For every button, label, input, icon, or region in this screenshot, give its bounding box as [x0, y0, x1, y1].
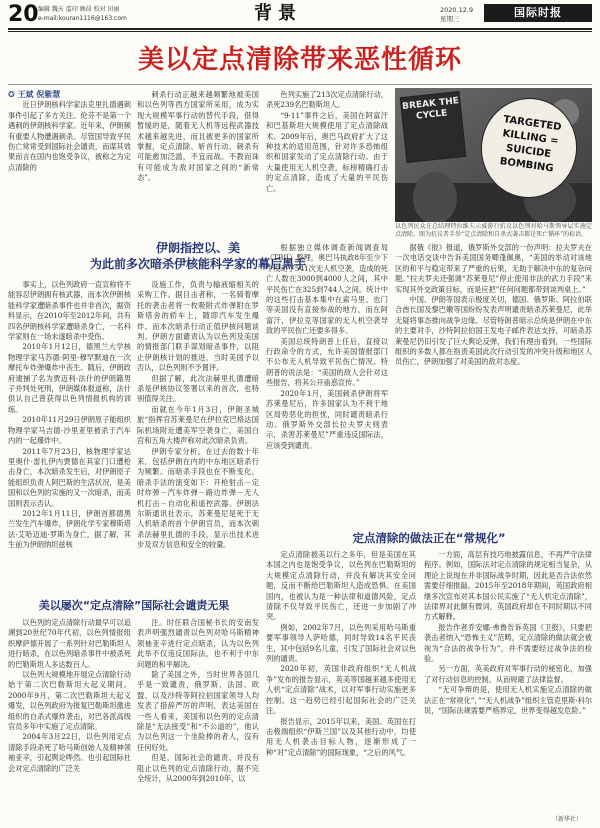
protest-sign-left: BREAK THE CYCLE — [400, 91, 467, 163]
paragraph: 但据了解，此次法赫里扎德遭暗杀是伊核协议签署以来的首次，也特别值得关注。 — [137, 373, 259, 404]
editor-line: 编辑 魏天 监印 顾昂 校对 田丽 — [38, 6, 120, 13]
main-headline: 美以定点清除带来恶性循环 — [137, 45, 462, 75]
paragraph: 美国总统特朗普上任后，直接以行政命令的方式，允许美国情报部门不公布无人机导致平民伤亡情况。特朗普的说法是：“美国的敌人会针对这些报告，将其公开蛊惑宣传。” — [266, 336, 388, 388]
col3-top — [266, 90, 388, 240]
paragraph: “9·11”事件之后，美国在阿富汗和巴基斯坦大规模使用了定点清除战术。2009年后，奥巴马政府扩大了这种技术的适用范围，针对许多恐怖组织和国家发动了定点清除行动。由于大量使用无人机空袭，标榜精确打击的定点清除，造成了大量的平民伤亡。 — [266, 110, 388, 193]
section1-title-line2: 为此前多次暗杀伊核能科学家的幕后黑手 — [89, 257, 306, 271]
paragraph: 而就在今年1月3日，伊朗圣城旅“指挥官苏莱曼尼在伊拉克巴格达国际机场附近遭美军空袭身亡，美国白宫和五角大楼声称对此次暗杀负责。 — [137, 404, 259, 446]
section-title: 背景 — [254, 3, 302, 24]
paragraph: 根据独立媒体调查新闻调查局（TBIJ）整理，奥巴马执政8年至少下令发动了541次无人机空袭，造成的死亡人数在3000到4000人之间，其中平民伤亡在325到744人之间。统计中的这些打击基本集中在索马里、也门等美国没有直接参战的地方，而在阿富汗，伊拉克等国家的无人机空袭导致的平民伤亡还要多得多。 — [266, 243, 388, 336]
source-note: （新华社） — [552, 816, 583, 823]
section1-title-line1: 伊朗指控以、美 — [155, 241, 240, 255]
masthead-logo: 国际时报 — [484, 4, 592, 22]
header-rule-thin — [8, 31, 592, 32]
paragraph: 注。时任联合国秘书长的安南发表声明强烈谴责以色列对哈马斯精神领袖亚辛进行定点暗杀，认为以色列此举不仅违反国际法，也不利于中东问题的和平解决。 — [137, 618, 259, 669]
paragraph: 2011年7月23日，核物理学家达里奥什·雷扎伊内贾德在其家门口遭枪击身亡，本次暗杀发生后，对伊朗原子能组织负责人阿巴斯的生活状况，是美国和以色列的实施的又一次暗杀，而美国则表示否认。 — [8, 446, 131, 508]
paragraph: 2020年1月，美国刺杀伊朗将军苏莱曼尼后，许多国家认为不利于地区局势恶化的担忧，同时谴责暗杀行动。俄罗斯外交部长拉夫罗夫则表示，杀害苏莱曼尼”严重违反国际法，应该受到谴责。 — [266, 388, 388, 450]
paragraph: 2010年11月29日伊朗原子能组织物理学家马吉德·沙里亚里被杀于汽车内的一起爆炸中。 — [8, 415, 131, 446]
issue-weekday: 星期三 — [440, 15, 460, 23]
paragraph: 2004年3月22日，以色列用定点清除手段杀死了哈马斯创始人及精神领袖亚辛，引起舆论哗然。也引起国际社会对定点清除的广泛关 — [8, 732, 131, 773]
section1-col1 — [8, 280, 131, 590]
paragraph: 但是，国际社会的谴责、并没有阻止以色列的定点清除行动，据不完全统计，从2000年到2010年，以 — [137, 753, 259, 784]
paragraph: 近日伊朗核科学家法克里扎德遇刺事件引起了多方关注。伦芬不是第一个遇刺的伊朗核科学家。近年来，伊朗频有重要人物遭遇刺杀。尽管国导致平民伤亡常常受到国际社会谴责，而谋其效果而言在国内也饱受争议，被称之为定点清除的 — [8, 100, 131, 172]
protest-photo — [395, 88, 592, 222]
paragraph: 以色列大规模地开展定点清除行动始于第二次巴勒斯坦大起义期间。2000年9月，第二次巴勒斯坦大起义爆发，以色列政府为报复巴勒斯坦激进组织的自杀式爆炸袭击，对巴各派高级官员多年中实施了定点清除。 — [8, 670, 131, 732]
paragraph: 据俄《报》报道，俄罗斯外交部的一份声明：拉夫罗夫在一次电话交谈中告诉美国国务卿蓬佩奥，“美国的举动对该地区的和平与稳定带来了严重的后果，无助于解决中东的复杂问题。”拉夫罗夫还强调“苏莱曼尼”停止使用非法的武力手段”来实现其外交政策目标，而是应把”任何问题都带到谈判桌上。” — [395, 243, 592, 294]
paragraph: 另一方面，英美政府对军事行动的秘密化，加强了对行动信息的控制，从而规避了法律监督。 — [424, 664, 592, 684]
photo-caption: 以色列民众在总结理特拉维夫示威游行抗议以色列对哈马斯领导层实施定点清除。图为抗议者手举“定点清除和自杀式袭击都是死亡循环”的标语。 — [395, 223, 592, 238]
col2-top — [137, 90, 259, 232]
paragraph: “无可争辩的是，使用无人机实施定点清除的做法正在“常规化”，”“无人机战争”组织主管克里斯·科尔说，“国际法规需要严格界定，世界变得越发危险。” — [424, 685, 592, 716]
paragraph: 定点清除被美以行之多年，但是美国在其本国之内也是饱受争议，以色列在巴勒斯坦的大规模定点清除行动，并没有解决其安全问题，反而不断给巴勒斯坦人造成恐惧。在美国国内，也被认为是一种法律和道德风险，定点清除不仅导致平民伤亡，还进一步加剧了冲突。 — [266, 550, 416, 622]
star-icon: ✪ — [8, 90, 18, 99]
section3-col1 — [266, 550, 416, 812]
paragraph: 设施工作，负责与输液缩相关的采购工作。据目击者称，一名骑着摩托的袭击者将一枚吸附式炸弹附在罗斯塔舍的轿车上，随即汽车发生爆炸。而本次暗杀行动正值伊核问题谈判。伊朗方面谴责认为以色列及美国的情报部门联手谋划暗杀事件，以阻止伊朗核计划的推进，当时美国予以否认，以色列则不予置评。 — [137, 280, 259, 373]
edition-info — [38, 5, 127, 23]
section2-col1 — [8, 618, 131, 818]
page-number: 20 — [8, 2, 39, 27]
paragraph: 中国、伊朗等国表示极度关切，德国、俄罗斯、阿拉伯联合酋长国及黎巴嫩等国纷纷发表声明谴责暗杀苏莱曼尼，此举无疑将事态推向战争边缘。尽管特朗普暗示总统是伊朗在中东的主要对手，沙特阿拉伯国王发电子邮件表达支持，可暗杀苏莱曼尼仍旧引发了巨大舆论反弹，我们有理由看到，一些国际组织的多数人都在指责美国此次行动引发的冲突升级和地区人员伤亡，伊朗加强了对美国的敌对态度。 — [395, 295, 592, 367]
paragraph: 报告作者乔安娜·弗鲁告诉英国《卫报》，只要把袭击者纳入“恐怖主义”范畴，定点清除的做法就会被视为“合法的战争行为”，并不需要经过战争法的检验。 — [424, 622, 592, 664]
paragraph: 以色列的定点清除行动最早可以追溯到20世纪70年代初，以色列情报组织摩萨德开展了一系列针对巴勒斯坦人进行暗杀，在以色列暗杀事件中被杀死的巴勒斯坦人多达数百人。 — [8, 618, 131, 669]
byline — [8, 90, 131, 100]
email-line: e-mail:kouran1116@163.com — [38, 15, 127, 22]
section1-col2 — [137, 280, 259, 590]
section3-title: 定点清除的做法正在“常规化” — [352, 531, 506, 545]
paragraph: 2020年初，英国非政府组织“无人机战争”发布的报告显示，英美等国越来越多使用无人机“定点清除”战术，以对军事行动实施更多控制。这一趋势已经引起国际社会的广泛关注。 — [266, 664, 416, 716]
paragraph: 一方面，高层有技巧地披露信息，不再严守法律程序。例如，国际法对定点清除的规定相当复杂，从理论上说现在并非国际战争时期，因此是否合法依然需要仔细推敲。2015年至2018年期间，英国政府相继多次宣布对其本国公民实施了“无人机定点清除”，法律界对此颇有微词，英国政府却在不同时期以不同方式解释。 — [424, 550, 592, 622]
paragraph: 除了美国之外，当时世界各国几乎是一致谴责，俄罗斯、法国、欧盟、以及沙特等阿拉伯国家领导人均发表了措辞严厉的声明，表达美国在一些人看来，美国和以色列的定点清除是“无法接受”和“不公道的”，他认为以色列这一个坐险棒的者人，沒有任何好处。 — [137, 670, 259, 752]
col3-mid — [266, 243, 388, 523]
section3-col2 — [424, 550, 592, 812]
paragraph: 例如，2002年7月，以色列采用哈马斯重要军事领导人萨哈德，同时导致14名平民丧生，其中包括9名儿童，引发了国际社会对以色列的谴责。 — [266, 622, 416, 664]
date-block — [440, 6, 473, 24]
section2-title: 美以屡次“定点清除”国际社会谴责无果 — [38, 599, 230, 612]
page-header — [0, 0, 600, 30]
paragraph: 事实上，以色列政府一直宣称将不能容忍伊朗拥有核武器，而本次伊朗核能科学家遭暗杀事件也并非首次，据资料显示，在2010年至2012年间，共有四名伊朗核科学家遭暗杀身亡，一名科学家则在一场未遂暗杀中受伤。 — [8, 280, 131, 342]
section2-col2 — [137, 618, 259, 818]
paragraph: 刺杀行动正越来越频繁地被美国和以色列等西方国家所采用，成为实现大规模军事行动的替代手段，借得暂缓的是，随着无人机等远程武器技术越来越先进，而且被更多的国家所掌握，定点清除、斩首行动、刺杀有可能愈加泛滥，不宜而战。不教而诛有可能成为敌对国家之间的“新常态”。 — [137, 90, 259, 183]
col1-top — [8, 90, 131, 232]
paragraph: 色列实施了213次定点清除行动，杀死239名巴勒斯坦人。 — [266, 90, 388, 110]
header-rule — [8, 28, 592, 30]
protest-sign-right: TARGETED KILLING = SUICIDE BOMBING — [475, 92, 584, 204]
byline-authors: 王斌 倪紫慧 — [17, 90, 61, 99]
issue-date: 2020.12.9 — [440, 6, 474, 14]
paragraph: 2012年1月11日，伊朗首都德黑兰发生汽车爆炸，伊朗化学专家穆斯塔法·艾哈迈迪·罗斯为身亡，据了解，其生前为伊朗纳坦兹核 — [8, 508, 131, 550]
paragraph: 伊朗专家分析，在过去的数十年来，包括伊朗在内的中东地区暗杀行为频繁。而暗杀手段也在不断变化，暗杀手法的演变如下：开枪射击－定时炸弹－汽车炸弹－路边炸弹－无人机打击－自动化和遥控武器。伊朗法尔斯通讯社表示，苏莱曼尼是死于无人机暗杀的首个伊朗官员，而本次刺杀法赫里扎德的手段，显示出技术进步及双方信息和安全的较量。 — [137, 446, 259, 550]
col4-mid — [395, 243, 592, 528]
paragraph: 2010年1月12日，德黑兰大学核物理学家马苏德·阿里·穆罕默迪在一次摩托车炸弹爆炸中丧生。随后，伊朗政府逮捕了名为贾迈利·法什的伊朗籍男子并判处死刑，伊朗媒体报道称，法什供认自己曾获得以色列情报机构的训练。 — [8, 342, 131, 414]
headline-rule — [8, 84, 592, 85]
paragraph: 报告显示，2015年以来，美国、英国在打击极端组织“伊斯兰国”以及其他行动中，均使用无人机袭击目标人物，逐渐形成了一种“对”定点清除”的国际现象，“之后的风气。 — [266, 716, 416, 757]
